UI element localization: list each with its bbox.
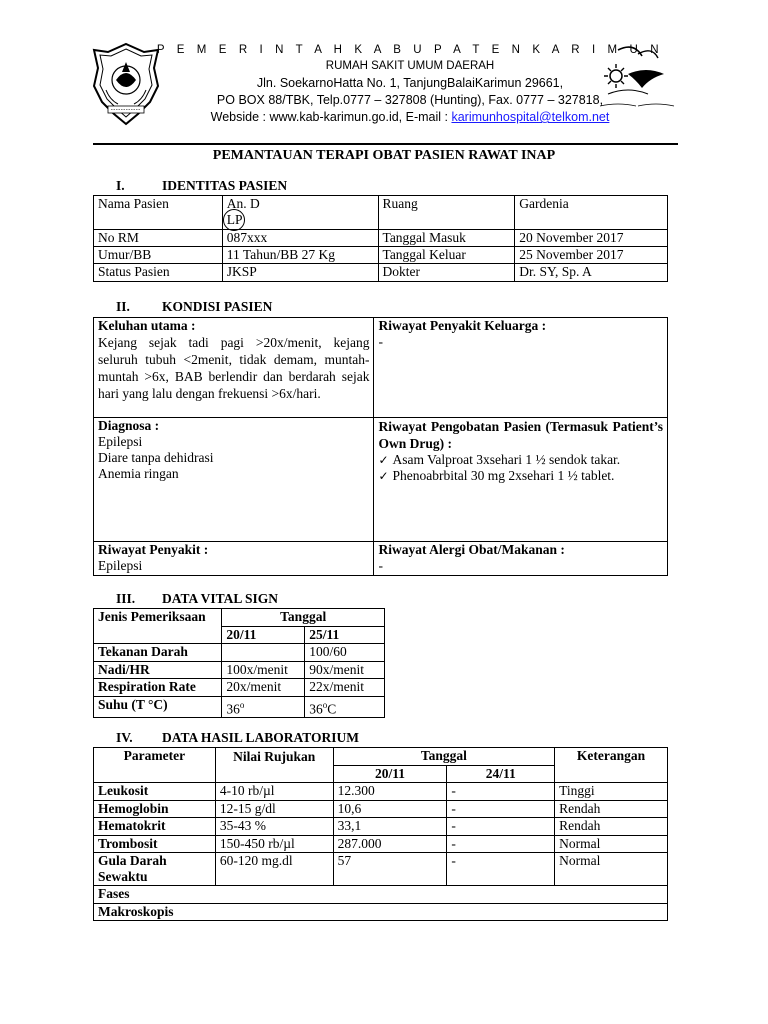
lab-reference: 4-10 rb/µl: [215, 783, 333, 801]
allergy-history-value: -: [378, 558, 383, 573]
lab-parameter: Leukosit: [94, 783, 216, 801]
table-row: [94, 835, 668, 853]
family-history-value: -: [378, 334, 383, 349]
complaint-cell: [94, 318, 374, 418]
section-3-number: III.: [116, 591, 136, 606]
label-cell: Status Pasien: [94, 264, 223, 282]
patient-name: An. D: [226, 196, 260, 211]
vital-value: 20x/menit: [222, 679, 305, 697]
table-row: [94, 886, 668, 904]
date-header: 20/11: [333, 765, 447, 783]
table-row: [94, 609, 385, 627]
label-cell: Dokter: [378, 264, 515, 282]
lab-parameter: Gula Darah Sewaktu: [94, 853, 216, 886]
label-cell: Tanggal Masuk: [378, 230, 515, 247]
table-row: [94, 247, 668, 264]
vital-value: 36$^o$: [222, 696, 305, 718]
macroscopic-label: Makroskopis: [94, 903, 668, 921]
vital-value: 90x/menit: [305, 661, 385, 679]
table-row: [94, 230, 668, 247]
table-row: [94, 903, 668, 921]
table-row: [94, 264, 668, 282]
value-cell: Dr. SY, Sp. A: [515, 264, 668, 282]
letterhead: [0, 0, 768, 140]
section-3-title: DATA VITAL SIGN: [162, 591, 279, 606]
header-cell: Tanggal: [333, 748, 555, 766]
hospital-name: RUMAH SAKIT UMUM DAERAH: [325, 60, 495, 72]
website-text: Webside : www.kab-karimun.go.id, E-mail :: [210, 110, 452, 124]
diagnosis-cell: [94, 418, 374, 542]
date-header: 25/11: [305, 626, 385, 644]
value-cell: 25 November 2017: [515, 247, 668, 264]
table-row: [94, 783, 668, 801]
header-cell: Jenis Pemeriksaan: [94, 609, 222, 644]
gender-other: P: [235, 212, 243, 227]
document-title: PEMANTAUAN TERAPI OBAT PASIEN RAWAT INAP: [212, 148, 556, 163]
vital-value: 36$^o$C: [305, 696, 385, 718]
label-cell: Nama Pasien: [94, 196, 223, 230]
section-1-title: IDENTITAS PASIEN: [162, 178, 288, 193]
table-row: [94, 748, 668, 766]
medication-item: [378, 452, 663, 468]
medication-text: Phenoabrbital 30 mg 2xsehari 1 ½ tablet.: [392, 468, 615, 483]
header-divider: [93, 143, 678, 145]
lab-reference: 150-450 rb/µl: [215, 835, 333, 853]
table-row: [94, 818, 668, 836]
family-history-cell: [374, 318, 668, 418]
email-link[interactable]: karimunhospital@telkom.net: [451, 110, 610, 124]
section-4-title: DATA HASIL LABORATORIUM: [162, 730, 360, 745]
allergy-history-cell: [374, 542, 668, 576]
date-header: 20/11: [222, 626, 305, 644]
value-cell: JKSP: [222, 264, 378, 282]
lab-result-table: [93, 747, 668, 921]
lab-value: 57: [333, 853, 447, 886]
vital-name: Tekanan Darah: [94, 644, 222, 662]
table-row: [94, 800, 668, 818]
hospital-website-line: [150, 110, 670, 124]
table-row: [94, 679, 385, 697]
patient-condition-table: [93, 317, 668, 576]
medication-text: Asam Valproat 3xsehari 1 ½ sendok takar.: [392, 452, 621, 467]
checkmark-icon: ✓: [378, 469, 389, 483]
value-cell: 20 November 2017: [515, 230, 668, 247]
vital-value: 22x/menit: [305, 679, 385, 697]
vital-sign-table: [93, 608, 385, 718]
section-3-heading: [116, 591, 278, 607]
lab-note: Normal: [555, 835, 668, 853]
diagnosis-item: Epilepsi: [98, 434, 143, 449]
table-row: [94, 853, 668, 886]
medication-history-cell: [374, 418, 668, 542]
feces-label: Fases: [94, 886, 668, 904]
table-row: [94, 542, 668, 576]
vital-value: [222, 644, 305, 662]
lab-value: -: [447, 818, 555, 836]
section-2-title: KONDISI PASIEN: [162, 299, 273, 314]
lab-value: -: [447, 783, 555, 801]
lab-parameter: Hematokrit: [94, 818, 216, 836]
lab-value: -: [447, 800, 555, 818]
table-row: [94, 418, 668, 542]
disease-history-value: Epilepsi: [98, 558, 143, 573]
header-cell: Tanggal: [222, 609, 385, 627]
value-cell: 087xxx: [222, 230, 378, 247]
lab-note: Normal: [555, 853, 668, 886]
table-row: [94, 318, 668, 418]
lab-reference: 60-120 mg.dl: [215, 853, 333, 886]
diagnosis-item: Diare tanpa dehidrasi: [98, 450, 214, 465]
vital-value: 100x/menit: [222, 661, 305, 679]
checkmark-icon: ✓: [378, 453, 389, 467]
lab-value: 12.300: [333, 783, 447, 801]
label-cell: Ruang: [378, 196, 515, 230]
table-row: [94, 644, 385, 662]
section-1-number: I.: [116, 178, 125, 193]
table-row: [94, 696, 385, 718]
section-4-heading: [116, 730, 359, 746]
hospital-logo: [598, 44, 676, 112]
hospital-address: Jln. SoekarnoHatta No. 1, TanjungBalaiKarimun 29661,: [256, 76, 564, 90]
header-cell: Keterangan: [555, 748, 668, 783]
lab-reference: 35-43 %: [215, 818, 333, 836]
lab-value: 287.000: [333, 835, 447, 853]
diagnosis-item: Anemia ringan: [98, 466, 179, 481]
complaint-label: Keluhan utama :: [98, 318, 196, 333]
lab-value: 33,1: [333, 818, 447, 836]
lab-reference: 12-15 g/dl: [215, 800, 333, 818]
lab-parameter: Trombosit: [94, 835, 216, 853]
lab-value: -: [447, 853, 555, 886]
complaint-text: Kejang sejak tadi pagi >20x/menit, kejang seluruh tubuh <2menit, tidak demam, muntah-muntah >6x, BAB berlendir dan berdarah sejak hari yang lalu dengan frekuensi >6x/hari.: [98, 335, 370, 401]
header-cell: Parameter: [94, 748, 216, 783]
value-cell: [222, 196, 378, 230]
header-cell: Nilai Rujukan: [215, 748, 333, 783]
vital-value: 100/60: [305, 644, 385, 662]
section-2-heading: [116, 299, 272, 315]
vital-name: Suhu (T °C): [94, 696, 222, 718]
value-cell: Gardenia: [515, 196, 668, 230]
section-1-heading: [116, 178, 287, 194]
vital-name: Nadi/HR: [94, 661, 222, 679]
date-header: 24/11: [447, 765, 555, 783]
lab-value: 10,6: [333, 800, 447, 818]
medication-item: [378, 468, 663, 484]
disease-history-label: Riwayat Penyakit :: [98, 542, 209, 557]
medication-history-label: Riwayat Pengobatan Pasien (Termasuk Patient’s Own Drug) :: [378, 419, 663, 451]
table-row: [94, 196, 668, 230]
section-2-number: II.: [116, 299, 130, 314]
hospital-contact: PO BOX 88/TBK, Telp.0777 – 327808 (Hunting), Fax. 0777 – 327818,: [216, 93, 604, 107]
lab-note: Rendah: [555, 818, 668, 836]
government-name: P E M E R I N T A H K A B U P A T E N K A R I M U N: [156, 44, 664, 56]
family-history-label: Riwayat Penyakit Keluarga :: [378, 318, 547, 333]
patient-identity-table: [93, 195, 668, 282]
gender-circled: L: [226, 212, 236, 227]
label-cell: No RM: [94, 230, 223, 247]
allergy-history-label: Riwayat Alergi Obat/Makanan :: [378, 542, 565, 557]
section-4-number: IV.: [116, 730, 133, 745]
value-cell: 11 Tahun/BB 27 Kg: [222, 247, 378, 264]
label-cell: Tanggal Keluar: [378, 247, 515, 264]
table-row: [94, 661, 385, 679]
lab-note: Rendah: [555, 800, 668, 818]
vital-name: Respiration Rate: [94, 679, 222, 697]
lab-value: -: [447, 835, 555, 853]
lab-parameter: Hemoglobin: [94, 800, 216, 818]
diagnosis-label: Diagnosa :: [98, 418, 160, 433]
lab-note: Tinggi: [555, 783, 668, 801]
disease-history-cell: [94, 542, 374, 576]
label-cell: Umur/BB: [94, 247, 223, 264]
gender-line: [227, 212, 374, 228]
